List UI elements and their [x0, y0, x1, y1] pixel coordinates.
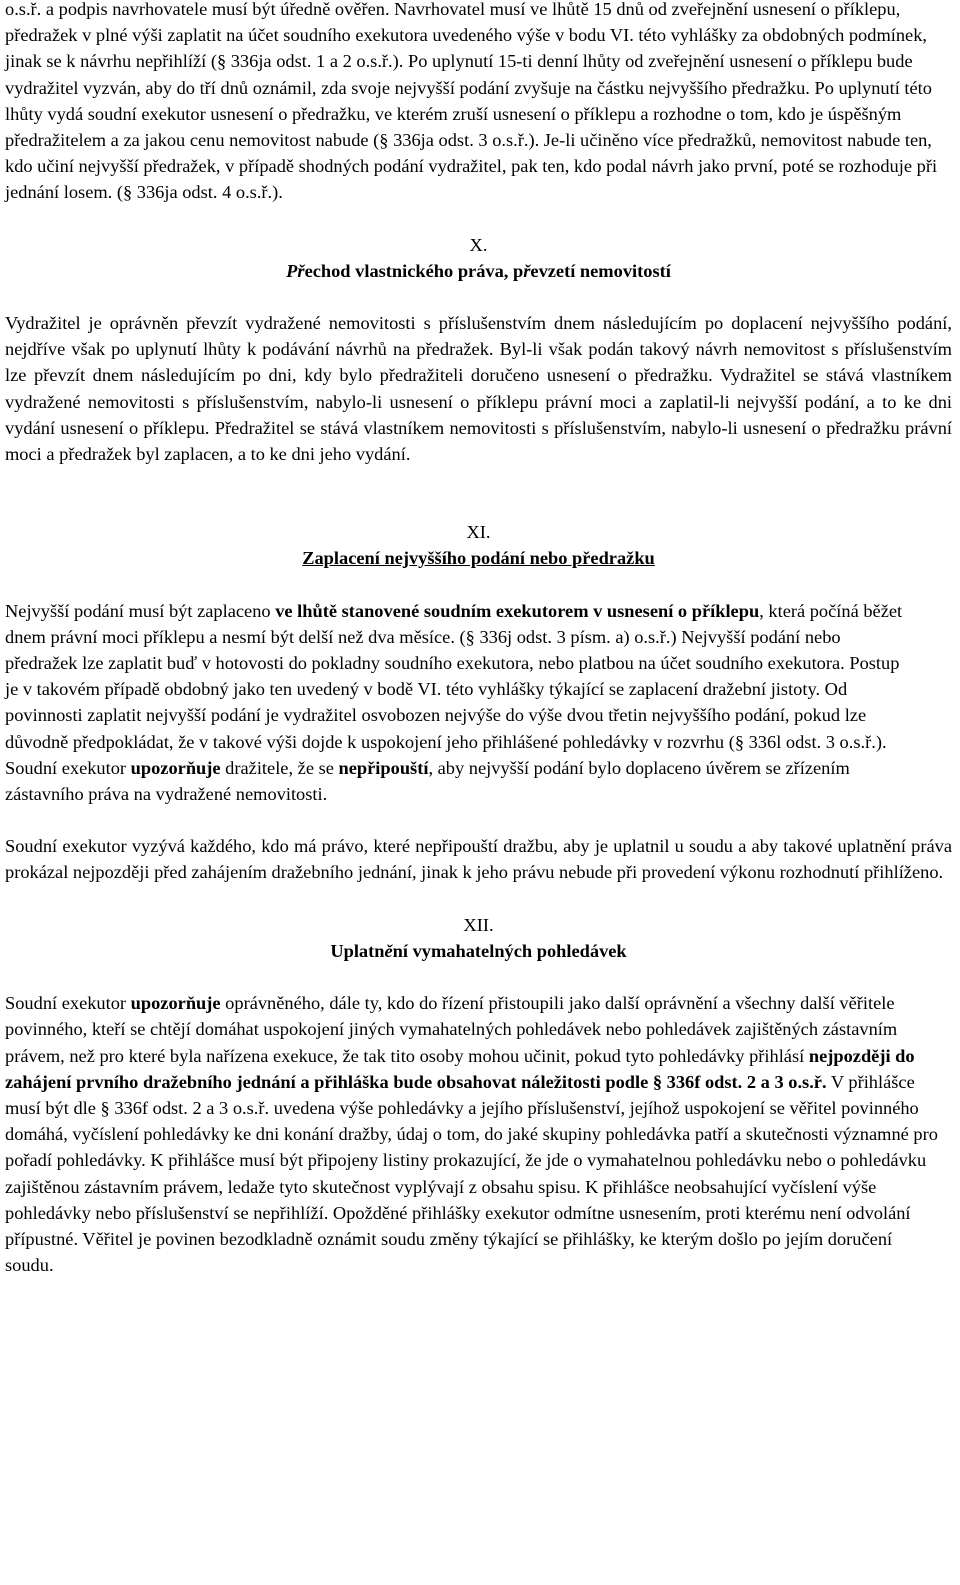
- section-xii-body-2: oprávněného, dále ty, kdo do řízení přistoupili jako další oprávnění a všechny další věřitele povinného, kteří se chtějí domáhat uspokojení jiných vymahatelných pohledávek nebo pohledávek zajištěných zástavním právem, než pro které byla nařízena exekuce, že tak tito osoby mohou učinit, pokud tyto pohledávky přihlásí: [5, 993, 898, 1066]
- section-xi-body-4: , aby nejvyšší podání bylo doplaceno úvěrem se zřízením zástavního práva na vydražené nemovitosti.: [5, 757, 850, 805]
- section-xii-title: [5, 938, 952, 964]
- section-xi-body-bold-2: upozorňuje: [130, 757, 221, 778]
- section-xii-body-bold-2: nejpozději do zahájení prvního dražebního jednání a přihláška bude obsahovat náležitosti podle § 336f odst. 2 a 3 o.s.ř.: [5, 1045, 915, 1092]
- section-xii-body-3: V přihlášce musí být dle § 336f odst. 2 a 3 o.s.ř. uvedena výše pohledávky a jejího příslušenství, jejíhož uspokojení se věřitel povinného domáhá, vyčíslení pohledávky ke dni konání dražby, údaj o tom, do jaké skupiny pohledávka patří a skutečnosti významné pro pořadí pohledávky. K přihlášce musí být připojeny listiny prokazující, že jde o vymahatelnou pohledávku nebo o pohledávku zajištěnou zástavním právem, ledaže tyto skutečnost vyplývají z obsahu spisu. K přihlášce neobsahující vyčíslení výše pohledávky nebo příslušenství se nepřihlíží. Opožděné přihlášky exekutor odmítne usnesením, proti kterému není odvolání přípustné. Věřitel je povinen bezodkladně oznámit soudu změny týkající se přihlášky, ke kterým došlo po jejím doručení soudu.: [5, 1071, 938, 1276]
- section-x-number: [5, 232, 952, 258]
- section-x-title-part-3: ř: [523, 260, 531, 281]
- section-xi-body-bold-3: nepřipouští: [338, 757, 429, 778]
- section-xii-number-text: XII.: [463, 914, 494, 935]
- section-xi-title: [5, 545, 952, 571]
- intro-text: o.s.ř. a podpis navrhovatele musí být úředně ověřen. Navrhovatel musí ve lhůtě 15 dnů od zveřejnění usnesení o příklepu, předražek v plné výši zaplatit na účet soudního exekutora uvedeného výše v bodu VI. této vyhlášky za obdobných podmínek, jinak se k návrhu nepřihlíží (§ 336ja odst. 1 a 2 o.s.ř.). Po uplynutí 15-ti denní lhůty od zveřejnění usnesení o příklepu bude vydražitel vyzván, aby do tří dnů oznámil, zda svoje nejvyšší podání zvyšuje na částku nejvyššího předražku. Po uplynutí této lhůty vydá soudní exekutor usnesení o předražku, ve kterém zruší usnesení o příklepu a rozhodne o tom, kdo je úspěšným předražitelem a za jakou cenu nemovitost nabude (§ 336ja odst. 3 o.s.ř.). Je-li učiněno více předražků, nemovitost nabude ten, kdo učiní nejvyšší předražek, v případě shodných podání vydražitel, pak ten, kdo podal návrh jako první, poté se rozhoduje při jednání losem. (§ 336ja odst. 4 o.s.ř.).: [5, 0, 938, 203]
- section-xii-title-part-2: ní vymahatelných pohledávek: [392, 940, 627, 961]
- section-x-number-text: X.: [469, 234, 488, 255]
- section-xi-body-3: dražitele, že se: [220, 757, 339, 778]
- section-xii-number: [5, 912, 952, 938]
- intro-paragraph: [5, 0, 943, 206]
- section-xii-body: [5, 990, 945, 1278]
- section-xii-title-italic: ě: [384, 940, 393, 961]
- section-xii-body-bold-1: upozorňuje: [130, 993, 221, 1014]
- section-xi-second-paragraph: [5, 833, 952, 885]
- section-xii-title-part-1: Uplatn: [330, 940, 385, 961]
- section-xi-title-text: Zaplacení nejvyššího podání nebo předražku: [302, 548, 655, 569]
- section-xi-body-2: , která počíná běžet dnem právní moci příklepu a nesmí být delší než dva měsíce. (§ 336j odst. 3 písm. a) o.s.ř.) Nejvyšší podání nebo předražek lze zaplatit buď v hotovosti do pokladny soudního exekutora, nebo platbou na účet soudního exekutora. Postup je v takovém případě obdobný jako ten uvedený v bodě VI. této vyhlášky týkající se zaplacení dražební jistoty. Od povinnosti zaplatit nejvyšší podání je vydražitel osvobozen nejvýše do výše dvou třetin nejvyššího podání, pokud lze důvodně předpokládat, že v takové výši dojde k uspokojení jeho přihlášené pohledávky v rozvrhu (§ 336l odst. 3 o.s.ř.). Soudní exekutor: [5, 600, 903, 778]
- section-x-body-text: Vydražitel je oprávněn převzít vydražené nemovitosti s příslušenstvím dnem následujícím po doplacení nejvyššího podání, nejdříve však po uplynutí lhůty k podávání návrhů na předražek. Byl-li však podán takový návrh nemovitost s příslušenstvím lze převzít dnem následujícím po dni, kdy bylo předražiteli doručeno usnesení o předražku. Vydražitel se stává vlastníkem vydražené nemovitosti s příslušenstvím, nabylo-li usnesení o příklepu právní moci a zaplatil-li nejvyšší podání, a to ke dni vydání usnesení o příklepu. Předražitel se stává vlastníkem nemovitosti s příslušenstvím, nabylo-li usnesení o předražku právní moci a předražek byl zaplacen, a to ke dni jeho vydání.: [5, 313, 952, 465]
- section-xi-second-text: Soudní exekutor vyzývá každého, kdo má právo, které nepřipouští dražbu, aby je uplatnil u soudu a aby takové uplatnění práva prokázal nejpozději před zahájením dražebního jednání, jinak k jeho právu nebude při provedení výkonu rozhodnutí přihlíženo.: [5, 836, 952, 883]
- section-x-body: [5, 310, 952, 467]
- section-x-title-first-letter: P: [286, 260, 298, 281]
- section-x-title-part-4: evzetí nemovitostí: [530, 260, 671, 281]
- section-xi-body-bold-1: ve lhůtě stanovené soudním exekutorem v usnesení o příklepu: [275, 600, 760, 621]
- section-x-title: [5, 258, 952, 284]
- section-x-title-part-1: ř: [297, 260, 305, 281]
- section-xi-number: [5, 519, 952, 545]
- section-xi-body-1: Nejvyšší podání musí být zaplaceno: [5, 600, 276, 621]
- section-xii-body-1: Soudní exekutor: [5, 993, 131, 1014]
- section-xi-number-text: XI.: [466, 522, 491, 543]
- section-xi-body: [5, 598, 905, 808]
- section-x-title-part-2: echod vlastnického práva, p: [304, 260, 524, 281]
